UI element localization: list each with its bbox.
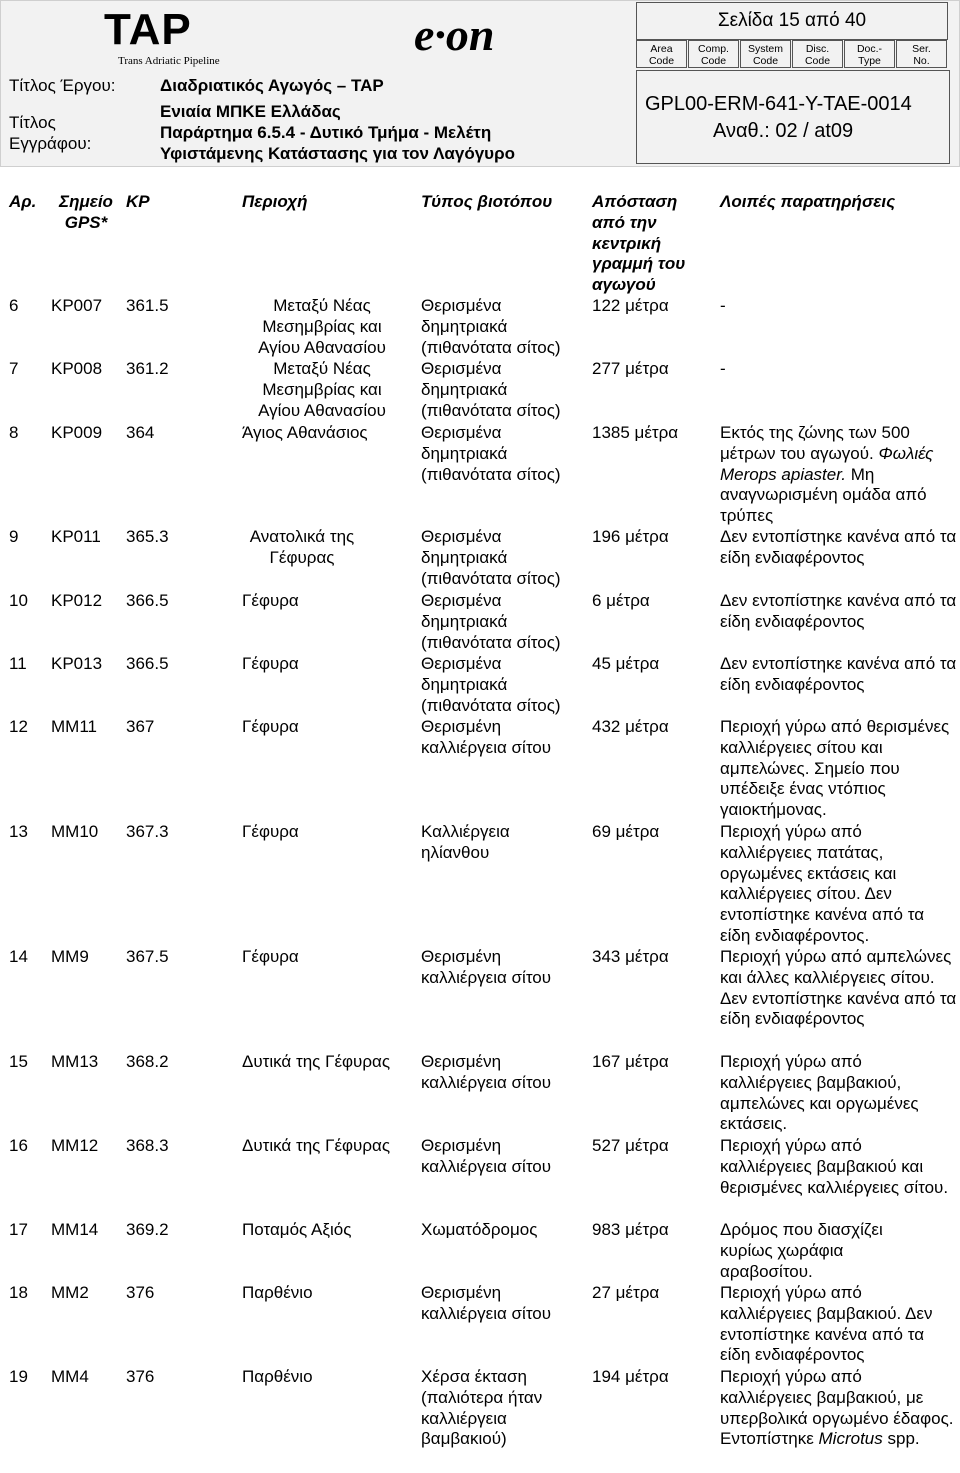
doc-title-label-2: Εγγράφου: [9,134,92,153]
cell-no: 17 [9,1220,28,1239]
cell-gps: KP012 [51,591,103,610]
cell-habitat: Θερισμένα δημητριακά (πιθανότατα σίτος) [421,654,561,715]
remarks-italic: Microtus [818,1429,883,1449]
cell-habitat: Θερισμένη καλλιέργεια σίτου [421,1136,552,1176]
cell-area: Δυτικά της Γέφυρας [242,1136,391,1155]
cell-kp: 368.2 [126,1052,169,1071]
cell-gps: KP007 [51,296,103,315]
cell-gps: KP008 [51,359,103,378]
doc-title-line-2: Παράρτημα 6.5.4 - Δυτικό Τμήμα - Μελέτη [160,123,492,142]
cell-distance: 122 μέτρα [592,296,669,315]
cell-distance: 69 μέτρα [592,822,660,841]
cell-kp: 367.3 [126,822,169,841]
document-code-box [636,70,950,164]
cell-habitat: Θερισμένα δημητριακά (πιθανότατα σίτος) [421,359,561,420]
cell-no: 15 [9,1052,28,1071]
page-number-box [636,2,948,40]
cell-no: 11 [9,654,27,673]
cell-no: 9 [9,527,19,546]
col-kp: ΚΡ [126,192,150,211]
cell-no: 16 [9,1136,28,1155]
cell-area: Γέφυρα [242,654,299,673]
col-distance: Απόσταση από την κεντρική γραμμή του αγωγού [592,192,686,295]
cell-remarks: Περιοχή γύρω από θερισμένες καλλιέργειες σίτου και αμπελώνες. Σημείο που υπέδειξε ένας ντόπιος γαιοκτήμονας. [720,717,950,820]
code-label-comp: Comp. Code [688,40,739,68]
cell-remarks: Δεν εντοπίστηκε κανένα από τα είδη ενδιαφέροντος [720,591,957,631]
cell-area: Γέφυρα [242,947,299,966]
col-habitat: Τύπος βιοτόπου [421,192,553,211]
cell-area: Παρθένιο [242,1367,313,1386]
code-label-disc: Disc. Code [792,40,843,68]
cell-area: Γέφυρα [242,822,299,841]
cell-habitat: Χέρσα έκταση (παλιότερα ήταν καλλιέργεια βαμβακιού) [421,1367,543,1449]
cell-remarks: Περιοχή γύρω από καλλιέργειες πατάτας, οργωμένες εκτάσεις και καλλιέργειες σίτου. Δεν εντοπίστηκε κανένα από τα είδη ενδιαφέροντος. [720,822,925,945]
remarks-text: Περιοχή γύρω από καλλιέργειες βαμβακιού, με υπερβολικά οργωμένο έδαφος. Εντοπίστηκε [720,1367,954,1449]
cell-distance: 27 μέτρα [592,1283,660,1302]
cell-kp: 361.5 [126,296,169,315]
cell-habitat: Θερισμένα δημητριακά (πιθανότατα σίτος) [421,527,561,588]
cell-area: Παρθένιο [242,1283,313,1302]
col-remarks: Λοιπές παρατηρήσεις [720,192,896,211]
cell-area: Ανατολικά της Γέφυρας [249,527,355,567]
cell-gps: MM9 [51,947,89,966]
cell-habitat: Θερισμένα δημητριακά (πιθανότατα σίτος) [421,423,561,484]
cell-area: Μεταξύ Νέας Μεσημβρίας και Αγίου Αθανασίου [258,296,386,357]
code-label-system: System Code [740,40,791,68]
cell-distance: 194 μέτρα [592,1367,669,1386]
cell-gps: MM12 [51,1136,99,1155]
cell-kp: 364 [126,423,155,442]
cell-remarks: Δεν εντοπίστηκε κανένα από τα είδη ενδιαφέροντος [720,654,957,694]
cell-remarks: Δρόμος που διασχίζει κυρίως χωράφια αραβοσίτου. [720,1220,883,1281]
table-header [0,183,960,296]
doc-title-line-1: Ενιαία ΜΠΚΕ Ελλάδας [160,102,341,121]
tap-logo-text: TAP [104,5,192,54]
cell-remarks [720,1367,958,1450]
remarks-italic: Φωλιές Merops apiaster. [720,443,934,484]
cell-remarks [720,423,958,527]
remarks-text: Εκτός της ζώνης των 500 μέτρων του αγωγού. [720,423,910,463]
cell-kp: 361.2 [126,359,169,378]
project-label: Τίτλος Έργου: [9,76,116,95]
cell-remarks: Περιοχή γύρω από καλλιέργειες βαμβακιού, αμπελώνες και οργωμένες εκτάσεις. [720,1052,919,1134]
cell-area: Γέφυρα [242,717,299,736]
cell-area: Δυτικά της Γέφυρας [242,1052,391,1071]
doc-title-line-3: Υφιστάμενης Κατάστασης για τον Λαγόγυρο [160,144,515,163]
cell-habitat: Θερισμένη καλλιέργεια σίτου [421,717,552,757]
cell-kp: 366.5 [126,654,169,673]
cell-kp: 365.3 [126,527,169,546]
cell-no: 14 [9,947,28,966]
cell-no: 19 [9,1367,28,1386]
document-code: GPL00-ERM-641-Y-TAE-0014 [645,93,912,115]
cell-gps: MM4 [51,1367,89,1386]
document-header [0,0,960,178]
cell-kp: 369.2 [126,1220,169,1239]
cell-no: 12 [9,717,28,736]
cell-kp: 367.5 [126,947,169,966]
cell-gps: MM10 [51,822,99,841]
remarks-text-2: spp. [887,1429,920,1449]
cell-habitat: Θερισμένη καλλιέργεια σίτου [421,947,552,987]
tap-logo-subtitle: Trans Adriatic Pipeline [118,55,220,67]
revision: Αναθ.: 02 / at09 [713,120,854,142]
cell-distance: 277 μέτρα [592,359,669,378]
cell-no: 7 [9,359,19,378]
cell-no: 6 [9,296,19,315]
code-labels [636,40,948,68]
cell-habitat: Χωματόδρομος [421,1220,538,1239]
cell-gps: MM2 [51,1283,89,1302]
cell-habitat: Θερισμένα δημητριακά (πιθανότατα σίτος) [421,296,561,357]
cell-no: 10 [9,591,28,610]
remarks-text-2: Μη αναγνωρισμένη ομάδα από τρύπες [720,464,927,526]
col-area: Περιοχή [242,192,308,211]
cell-no: 8 [9,423,19,442]
cell-distance: 167 μέτρα [592,1052,669,1071]
cell-area: Ποταμός Αξιός [242,1220,352,1239]
cell-gps: MM13 [51,1052,99,1071]
cell-remarks: Περιοχή γύρω από αμπελώνες και άλλες καλλιέργειες σίτου. Δεν εντοπίστηκε κανένα από τα είδη ενδιαφέροντος [720,947,957,1029]
cell-remarks: Περιοχή γύρω από καλλιέργειες βαμβακιού. Δεν εντοπίστηκε κανένα από τα είδη ενδιαφέροντος [720,1283,933,1365]
page-number: Σελίδα 15 από 40 [717,10,867,31]
cell-remarks: - [720,296,726,315]
doc-title-label-1: Τίτλος [9,113,56,132]
cell-habitat: Θερισμένη καλλιέργεια σίτου [421,1283,552,1323]
cell-area: Άγιος Αθανάσιος [242,423,368,442]
cell-distance: 45 μέτρα [592,654,660,673]
code-label-doctype: Doc.- Type [844,40,895,68]
cell-kp: 367 [126,717,155,736]
cell-distance: 6 μέτρα [592,591,650,610]
cell-distance: 983 μέτρα [592,1220,669,1239]
cell-habitat: Θερισμένα δημητριακά (πιθανότατα σίτος) [421,591,561,652]
code-label-serno: Ser. No. [896,40,947,68]
eon-logo: e·on [414,9,495,60]
col-no: Αρ. [9,192,37,211]
cell-distance: 1385 μέτρα [592,423,679,442]
cell-kp: 376 [126,1283,155,1302]
code-label-area: Area Code [636,40,687,68]
cell-remarks: - [720,359,726,378]
cell-distance: 343 μέτρα [592,947,669,966]
cell-gps: KP009 [51,423,103,442]
cell-kp: 366.5 [126,591,169,610]
cell-gps: KP013 [51,654,103,673]
cell-kp: 368.3 [126,1136,169,1155]
project-value: Διαδριατικός Αγωγός – TAP [160,76,384,95]
cell-area: Γέφυρα [242,591,299,610]
cell-remarks: Δεν εντοπίστηκε κανένα από τα είδη ενδιαφέροντος [720,527,957,567]
cell-gps: MM14 [51,1220,99,1239]
cell-no: 18 [9,1283,28,1302]
cell-distance: 527 μέτρα [592,1136,669,1155]
cell-distance: 432 μέτρα [592,717,669,736]
cell-gps: MM11 [51,717,97,736]
cell-habitat: Καλλιέργεια ηλίανθου [421,822,510,862]
cell-remarks: Περιοχή γύρω από καλλιέργειες βαμβακιού και θερισμένες καλλιέργειες σίτου. [720,1136,949,1197]
cell-kp: 376 [126,1367,155,1386]
cell-habitat: Θερισμένη καλλιέργεια σίτου [421,1052,552,1092]
cell-distance: 196 μέτρα [592,527,669,546]
cell-gps: KP011 [51,527,101,546]
tap-logo [104,5,254,67]
cell-area: Μεταξύ Νέας Μεσημβρίας και Αγίου Αθανασίου [258,359,386,420]
col-gps: Σημείο GPS* [59,192,113,232]
cell-no: 13 [9,822,28,841]
